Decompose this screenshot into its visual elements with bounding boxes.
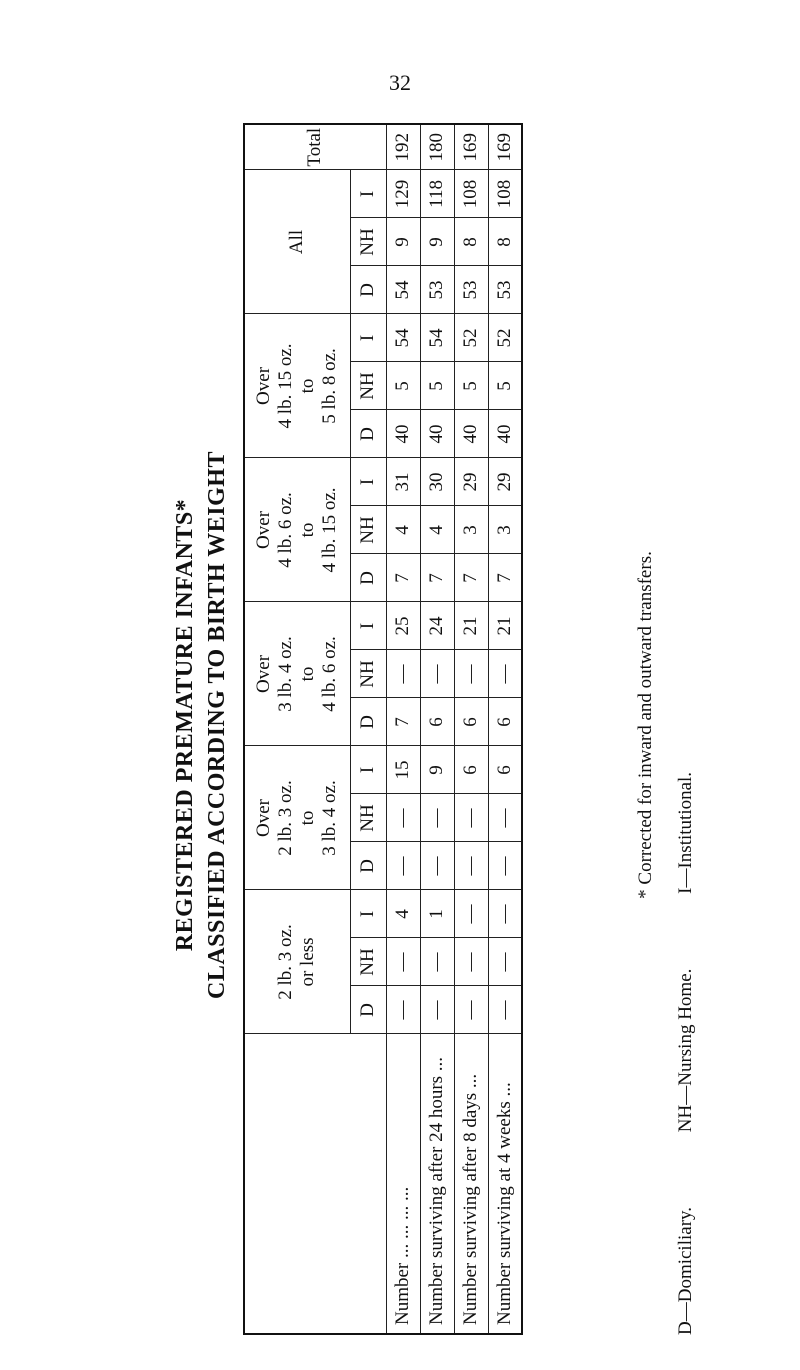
group-header-0: 2 lb. 3 oz. or less	[244, 890, 350, 1034]
group-header-2: Over 3 lb. 4 oz. to 4 lb. 6 oz.	[244, 602, 350, 746]
legend-nursing-home: NH—Nursing Home.	[675, 968, 696, 1133]
sub-header-i: I	[350, 458, 386, 506]
row-label: Number surviving after 8 days ...	[454, 1034, 488, 1334]
row-label: Number ... ... ... ...	[386, 1034, 420, 1334]
sub-header-i: I	[350, 746, 386, 794]
group-header-1: Over 2 lb. 3 oz. to 3 lb. 4 oz.	[244, 746, 350, 890]
sub-header-nh: NH	[350, 938, 386, 986]
table-cell: 6	[488, 698, 522, 746]
table-cell: 180	[420, 124, 454, 170]
title-line-1: REGISTERED PREMATURE INFANTS*	[172, 498, 198, 952]
table-cell: 169	[488, 124, 522, 170]
table-cell: 25	[386, 602, 420, 650]
table-cell: —	[420, 794, 454, 842]
table-cell: 8	[488, 218, 522, 266]
legend	[675, 115, 697, 1335]
table-cell: 108	[488, 170, 522, 218]
footnote: * Corrected for inward and outward transfers.	[635, 551, 656, 899]
table-cell: 40	[488, 410, 522, 458]
table-cell: —	[454, 890, 488, 938]
table-cell: —	[386, 986, 420, 1034]
table-cell: —	[488, 842, 522, 890]
table-cell: 40	[386, 410, 420, 458]
table-cell: 40	[454, 410, 488, 458]
table-cell: 53	[488, 266, 522, 314]
table-cell: —	[488, 890, 522, 938]
table-cell: —	[488, 650, 522, 698]
table-cell: 8	[454, 218, 488, 266]
group-header-row	[244, 124, 350, 1334]
table-cell: 5	[454, 362, 488, 410]
table-cell: 29	[488, 458, 522, 506]
premature-infants-table	[243, 123, 523, 1335]
table-cell: —	[420, 842, 454, 890]
table-cell: —	[386, 938, 420, 986]
rotated-content	[170, 115, 770, 1335]
table-cell: 1	[420, 890, 454, 938]
table-cell: 53	[454, 266, 488, 314]
table-cell: 54	[420, 314, 454, 362]
table-row	[386, 124, 420, 1334]
table-cell: 7	[420, 554, 454, 602]
table-cell: 4	[420, 506, 454, 554]
table-cell: 3	[488, 506, 522, 554]
table-cell: 169	[454, 124, 488, 170]
table-cell: 192	[386, 124, 420, 170]
table-body	[386, 124, 522, 1334]
sub-header-i: I	[350, 170, 386, 218]
table-cell: 108	[454, 170, 488, 218]
sub-header-i: I	[350, 602, 386, 650]
table-cell: 21	[454, 602, 488, 650]
table-cell: —	[488, 986, 522, 1034]
table-cell: 7	[386, 698, 420, 746]
sub-header-d: D	[350, 410, 386, 458]
table-cell: 118	[420, 170, 454, 218]
page-number: 32	[389, 70, 411, 95]
sub-header-nh: NH	[350, 794, 386, 842]
group-header-3: Over 4 lb. 6 oz. to 4 lb. 15 oz.	[244, 458, 350, 602]
table-cell: 6	[454, 746, 488, 794]
table-cell: 6	[420, 698, 454, 746]
table-cell: 4	[386, 890, 420, 938]
table-cell: —	[420, 650, 454, 698]
table-cell: 5	[488, 362, 522, 410]
table-cell: —	[454, 794, 488, 842]
table-cell: 24	[420, 602, 454, 650]
table-cell: —	[488, 794, 522, 842]
table-cell: —	[386, 650, 420, 698]
table-cell: 21	[488, 602, 522, 650]
table-cell: —	[454, 938, 488, 986]
table-cell: —	[420, 938, 454, 986]
sub-header-d: D	[350, 986, 386, 1034]
sub-header-i: I	[350, 314, 386, 362]
sub-header-nh: NH	[350, 362, 386, 410]
sub-header-d: D	[350, 266, 386, 314]
sub-header-d: D	[350, 842, 386, 890]
sub-header-d: D	[350, 554, 386, 602]
table-cell: —	[420, 986, 454, 1034]
table-cell: 31	[386, 458, 420, 506]
table-cell: 7	[488, 554, 522, 602]
table-cell: —	[386, 842, 420, 890]
table-cell: 40	[420, 410, 454, 458]
table-cell: 4	[386, 506, 420, 554]
table-cell: 5	[386, 362, 420, 410]
row-label: Number surviving after 24 hours ...	[420, 1034, 454, 1334]
table-cell: 52	[454, 314, 488, 362]
total-header: Total	[244, 124, 386, 170]
group-header-5: All	[244, 170, 350, 314]
table-cell: 129	[386, 170, 420, 218]
table-cell: 6	[488, 746, 522, 794]
sub-header-nh: NH	[350, 506, 386, 554]
table-cell: 6	[454, 698, 488, 746]
table-row	[488, 124, 522, 1334]
table-cell: 7	[386, 554, 420, 602]
table-cell: 30	[420, 458, 454, 506]
table-cell: —	[454, 842, 488, 890]
table-row	[454, 124, 488, 1334]
table-cell: 53	[420, 266, 454, 314]
sub-header-nh: NH	[350, 218, 386, 266]
sub-header-d: D	[350, 698, 386, 746]
row-label-header	[244, 1034, 386, 1334]
table-cell: 7	[454, 554, 488, 602]
title-line-2: CLASSIFIED ACCORDING TO BIRTH WEIGHT	[204, 451, 230, 999]
table-cell: —	[488, 938, 522, 986]
table-cell: 54	[386, 314, 420, 362]
legend-institutional: I—Institutional.	[675, 771, 696, 894]
table-cell: —	[386, 794, 420, 842]
table-cell: 9	[386, 218, 420, 266]
table-cell: 9	[420, 746, 454, 794]
table-row	[420, 124, 454, 1334]
table-cell: 54	[386, 266, 420, 314]
table-cell: 5	[420, 362, 454, 410]
sub-header-nh: NH	[350, 650, 386, 698]
table-cell: 15	[386, 746, 420, 794]
table-cell: 29	[454, 458, 488, 506]
group-header-4: Over 4 lb. 15 oz. to 5 lb. 8 oz.	[244, 314, 350, 458]
table-cell: 3	[454, 506, 488, 554]
row-label: Number surviving at 4 weeks ...	[488, 1034, 522, 1334]
legend-domiciliary: D—Domiciliary.	[675, 1206, 696, 1335]
table-cell: —	[454, 650, 488, 698]
sub-header-i: I	[350, 890, 386, 938]
table-cell: 9	[420, 218, 454, 266]
table-cell: 52	[488, 314, 522, 362]
table-cell: —	[454, 986, 488, 1034]
